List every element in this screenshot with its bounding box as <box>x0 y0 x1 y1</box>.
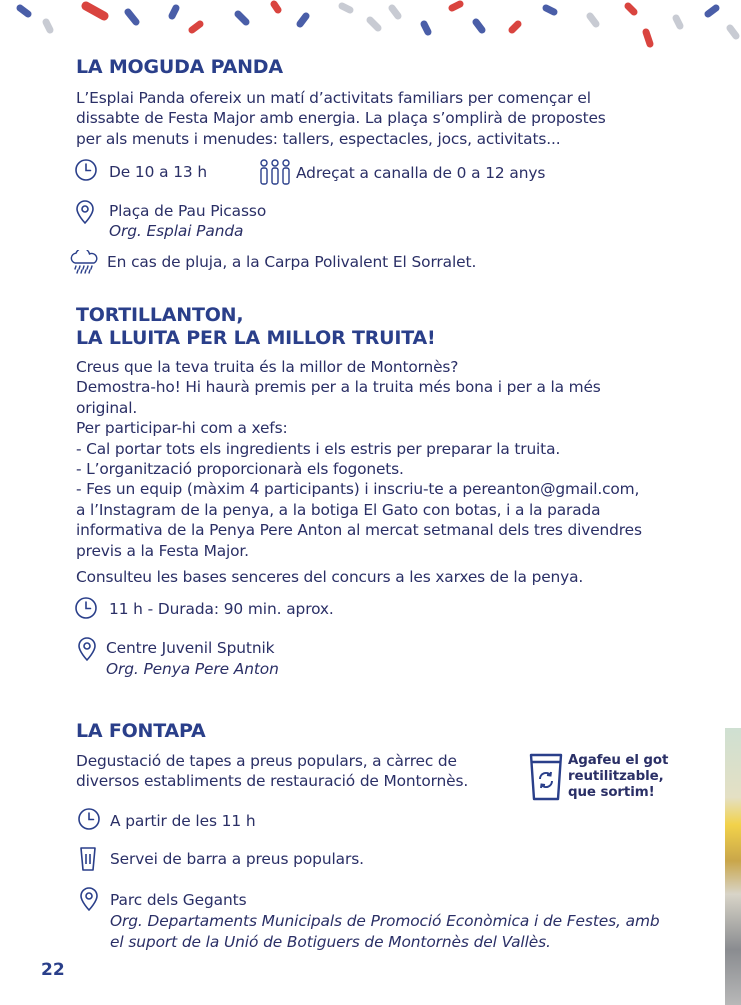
event-time: De 10 a 13 h <box>109 163 208 181</box>
rain-notice: En cas de pluja, a la Carpa Polivalent El Sorralet. <box>107 253 477 271</box>
clock-icon <box>77 807 101 831</box>
reusable-cup-note: Agafeu el got reutilitzable, que sortim! <box>568 753 669 800</box>
section-description-fontapa: Degustació de tapes a preus populars, a càrrec de diversos establiments de restauració de Montornès. <box>76 752 469 791</box>
event-place: Centre Juvenil Sputnik <box>106 639 275 657</box>
edge-photo <box>725 728 741 1005</box>
location-pin-icon <box>78 886 100 912</box>
clock-icon <box>74 596 98 620</box>
contest-rules-note: Consulteu les bases senceres del concurs a les xarxes de la penya. <box>76 568 584 586</box>
section-title-tortillanton: TORTILLANTON, LA LLUITA PER LA MILLOR TRUITA! <box>76 304 436 349</box>
confetti-decoration <box>0 0 741 60</box>
event-audience: Adreçat a canalla de 0 a 12 anys <box>296 164 546 182</box>
section-title-fontapa: LA FONTAPA <box>76 720 206 742</box>
location-pin-icon <box>74 199 96 225</box>
event-place: Plaça de Pau Picasso <box>109 202 267 220</box>
reusable-cup-icon <box>529 753 563 801</box>
section-description-tortillanton: Creus que la teva truita és la millor de Montornès? Demostra-ho! Hi haurà premis per a la truita més bona i per a la més original. Per participar-hi com a xefs: - Cal portar tots els ingredients i els estris per preparar la truita. - L’organització proporcionarà els fogonets. - Fes un equip (màxim 4 participants) i inscriu-te a pereanton@gmail.com, a l’Instagram de la penya, a la botiga El Gato con botas, i a la parada informativa de la Penya Pere Anton al mercat setmanal dels tres divendres previs a la Festa Major. <box>76 358 642 560</box>
rain-cloud-icon <box>68 250 100 274</box>
location-pin-icon <box>76 636 98 662</box>
event-place: Parc dels Gegants <box>110 891 247 909</box>
event-time: A partir de les 11 h <box>110 812 256 830</box>
section-title-moguda-panda: LA MOGUDA PANDA <box>76 56 283 78</box>
event-time: 11 h - Durada: 90 min. aprox. <box>109 600 334 618</box>
event-organizer: Org. Departaments Municipals de Promoció Econòmica i de Festes, amb el suport de la Unió de Botiguers de Montornès del Vallès. <box>110 912 660 951</box>
page-number: 22 <box>41 960 65 980</box>
event-organizer: Org. Esplai Panda <box>109 222 244 240</box>
event-organizer: Org. Penya Pere Anton <box>106 660 279 678</box>
section-description-moguda-panda: L’Esplai Panda ofereix un matí d’activitats familiars per començar el dissabte de Festa Major amb energia. La plaça s’omplirà de propostes per als menuts i menudes: tallers, espectacles, jocs, activitats... <box>76 89 606 148</box>
bar-service: Servei de barra a preus populars. <box>110 850 364 868</box>
clock-icon <box>74 158 98 182</box>
drink-glass-icon <box>79 846 97 872</box>
people-icon <box>259 158 291 186</box>
